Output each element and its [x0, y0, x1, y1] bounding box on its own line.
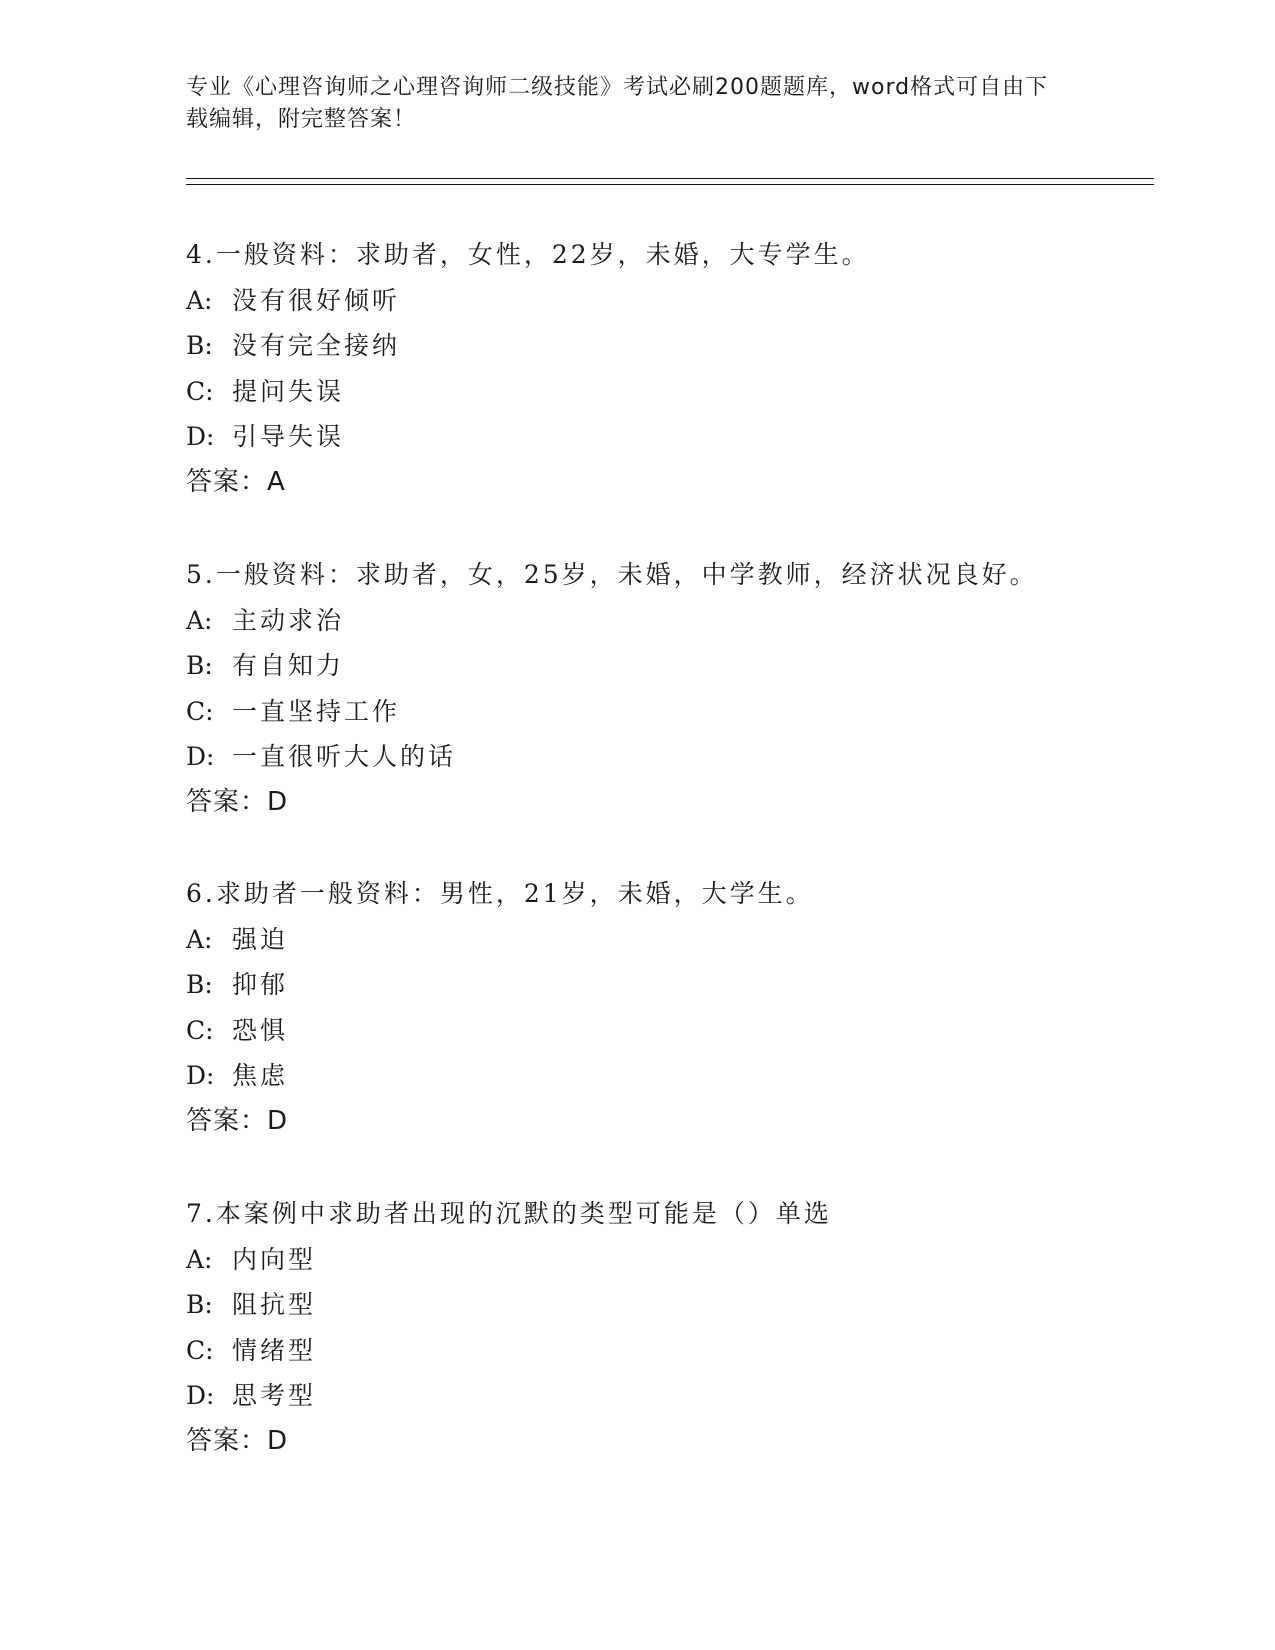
question-6 [186, 871, 1146, 1144]
option-text: 提问失误 [232, 376, 345, 406]
option-a [186, 1237, 1146, 1283]
question-stem: 6.求助者一般资料：男性，21岁，未婚，大学生。 [186, 879, 814, 908]
option-text: 焦虑 [232, 1061, 289, 1090]
question-4 [186, 232, 1146, 505]
option-key: D: [186, 422, 215, 451]
option-key: D: [186, 1061, 215, 1090]
option-b [186, 962, 1146, 1008]
option-text: 阻抗型 [232, 1290, 317, 1319]
question-stem: 5.一般资料：求助者，女，25岁，未婚，中学教师，经济状况良好。 [186, 560, 1038, 589]
header-divider-top [186, 178, 1154, 179]
option-text: 一直很听大人的话 [232, 742, 457, 771]
option-b [186, 643, 1146, 689]
answer-line: 答案：D [186, 1425, 289, 1456]
option-key: A: [186, 285, 213, 315]
option-d [186, 1053, 1146, 1099]
option-key: B: [186, 331, 213, 360]
option-a [186, 278, 1146, 324]
option-key: B: [186, 651, 213, 680]
option-text: 没有很好倾听 [232, 285, 401, 315]
option-text: 没有完全接纳 [232, 331, 401, 360]
option-text: 恐惧 [232, 1015, 289, 1045]
option-a [186, 917, 1146, 963]
option-key: D: [186, 1381, 215, 1410]
option-text: 引导失误 [232, 422, 345, 451]
option-text: 主动求治 [232, 605, 345, 635]
option-text: 有自知力 [232, 651, 345, 680]
question-stem: 7.本案例中求助者出现的沉默的类型可能是（）单选 [186, 1199, 832, 1228]
option-text: 强迫 [232, 924, 289, 954]
option-c [186, 369, 1146, 415]
option-c [186, 1328, 1146, 1374]
question-7 [186, 1191, 1146, 1464]
option-key: D: [186, 742, 215, 771]
option-key: A: [186, 924, 213, 954]
question-stem: 4.一般资料：求助者，女性，22岁，未婚，大专学生。 [186, 240, 870, 269]
option-a [186, 598, 1146, 644]
option-d [186, 414, 1146, 460]
option-d [186, 1373, 1146, 1419]
option-d [186, 734, 1146, 780]
option-key: B: [186, 1290, 213, 1319]
option-text: 内向型 [232, 1244, 317, 1274]
option-key: C: [186, 696, 214, 726]
header-divider-bottom [186, 184, 1154, 185]
answer-line: 答案：D [186, 786, 289, 817]
option-key: B: [186, 970, 213, 999]
option-b [186, 323, 1146, 369]
document-intro: 专业《心理咨询师之心理咨询师二级技能》考试必刷200题题库，word格式可自由下载编辑，附完整答案！ [186, 75, 1049, 132]
question-5 [186, 552, 1146, 825]
answer-line: 答案：D [186, 1105, 289, 1136]
option-b [186, 1282, 1146, 1328]
option-text: 情绪型 [232, 1335, 317, 1365]
option-text: 思考型 [232, 1381, 317, 1410]
option-c [186, 1008, 1146, 1054]
option-key: A: [186, 605, 213, 635]
answer-line: 答案：A [186, 466, 286, 497]
option-key: C: [186, 376, 214, 406]
option-key: C: [186, 1015, 214, 1045]
option-text: 抑郁 [232, 970, 289, 999]
option-key: A: [186, 1244, 213, 1274]
option-key: C: [186, 1335, 214, 1365]
option-text: 一直坚持工作 [232, 696, 401, 726]
option-c [186, 689, 1146, 735]
